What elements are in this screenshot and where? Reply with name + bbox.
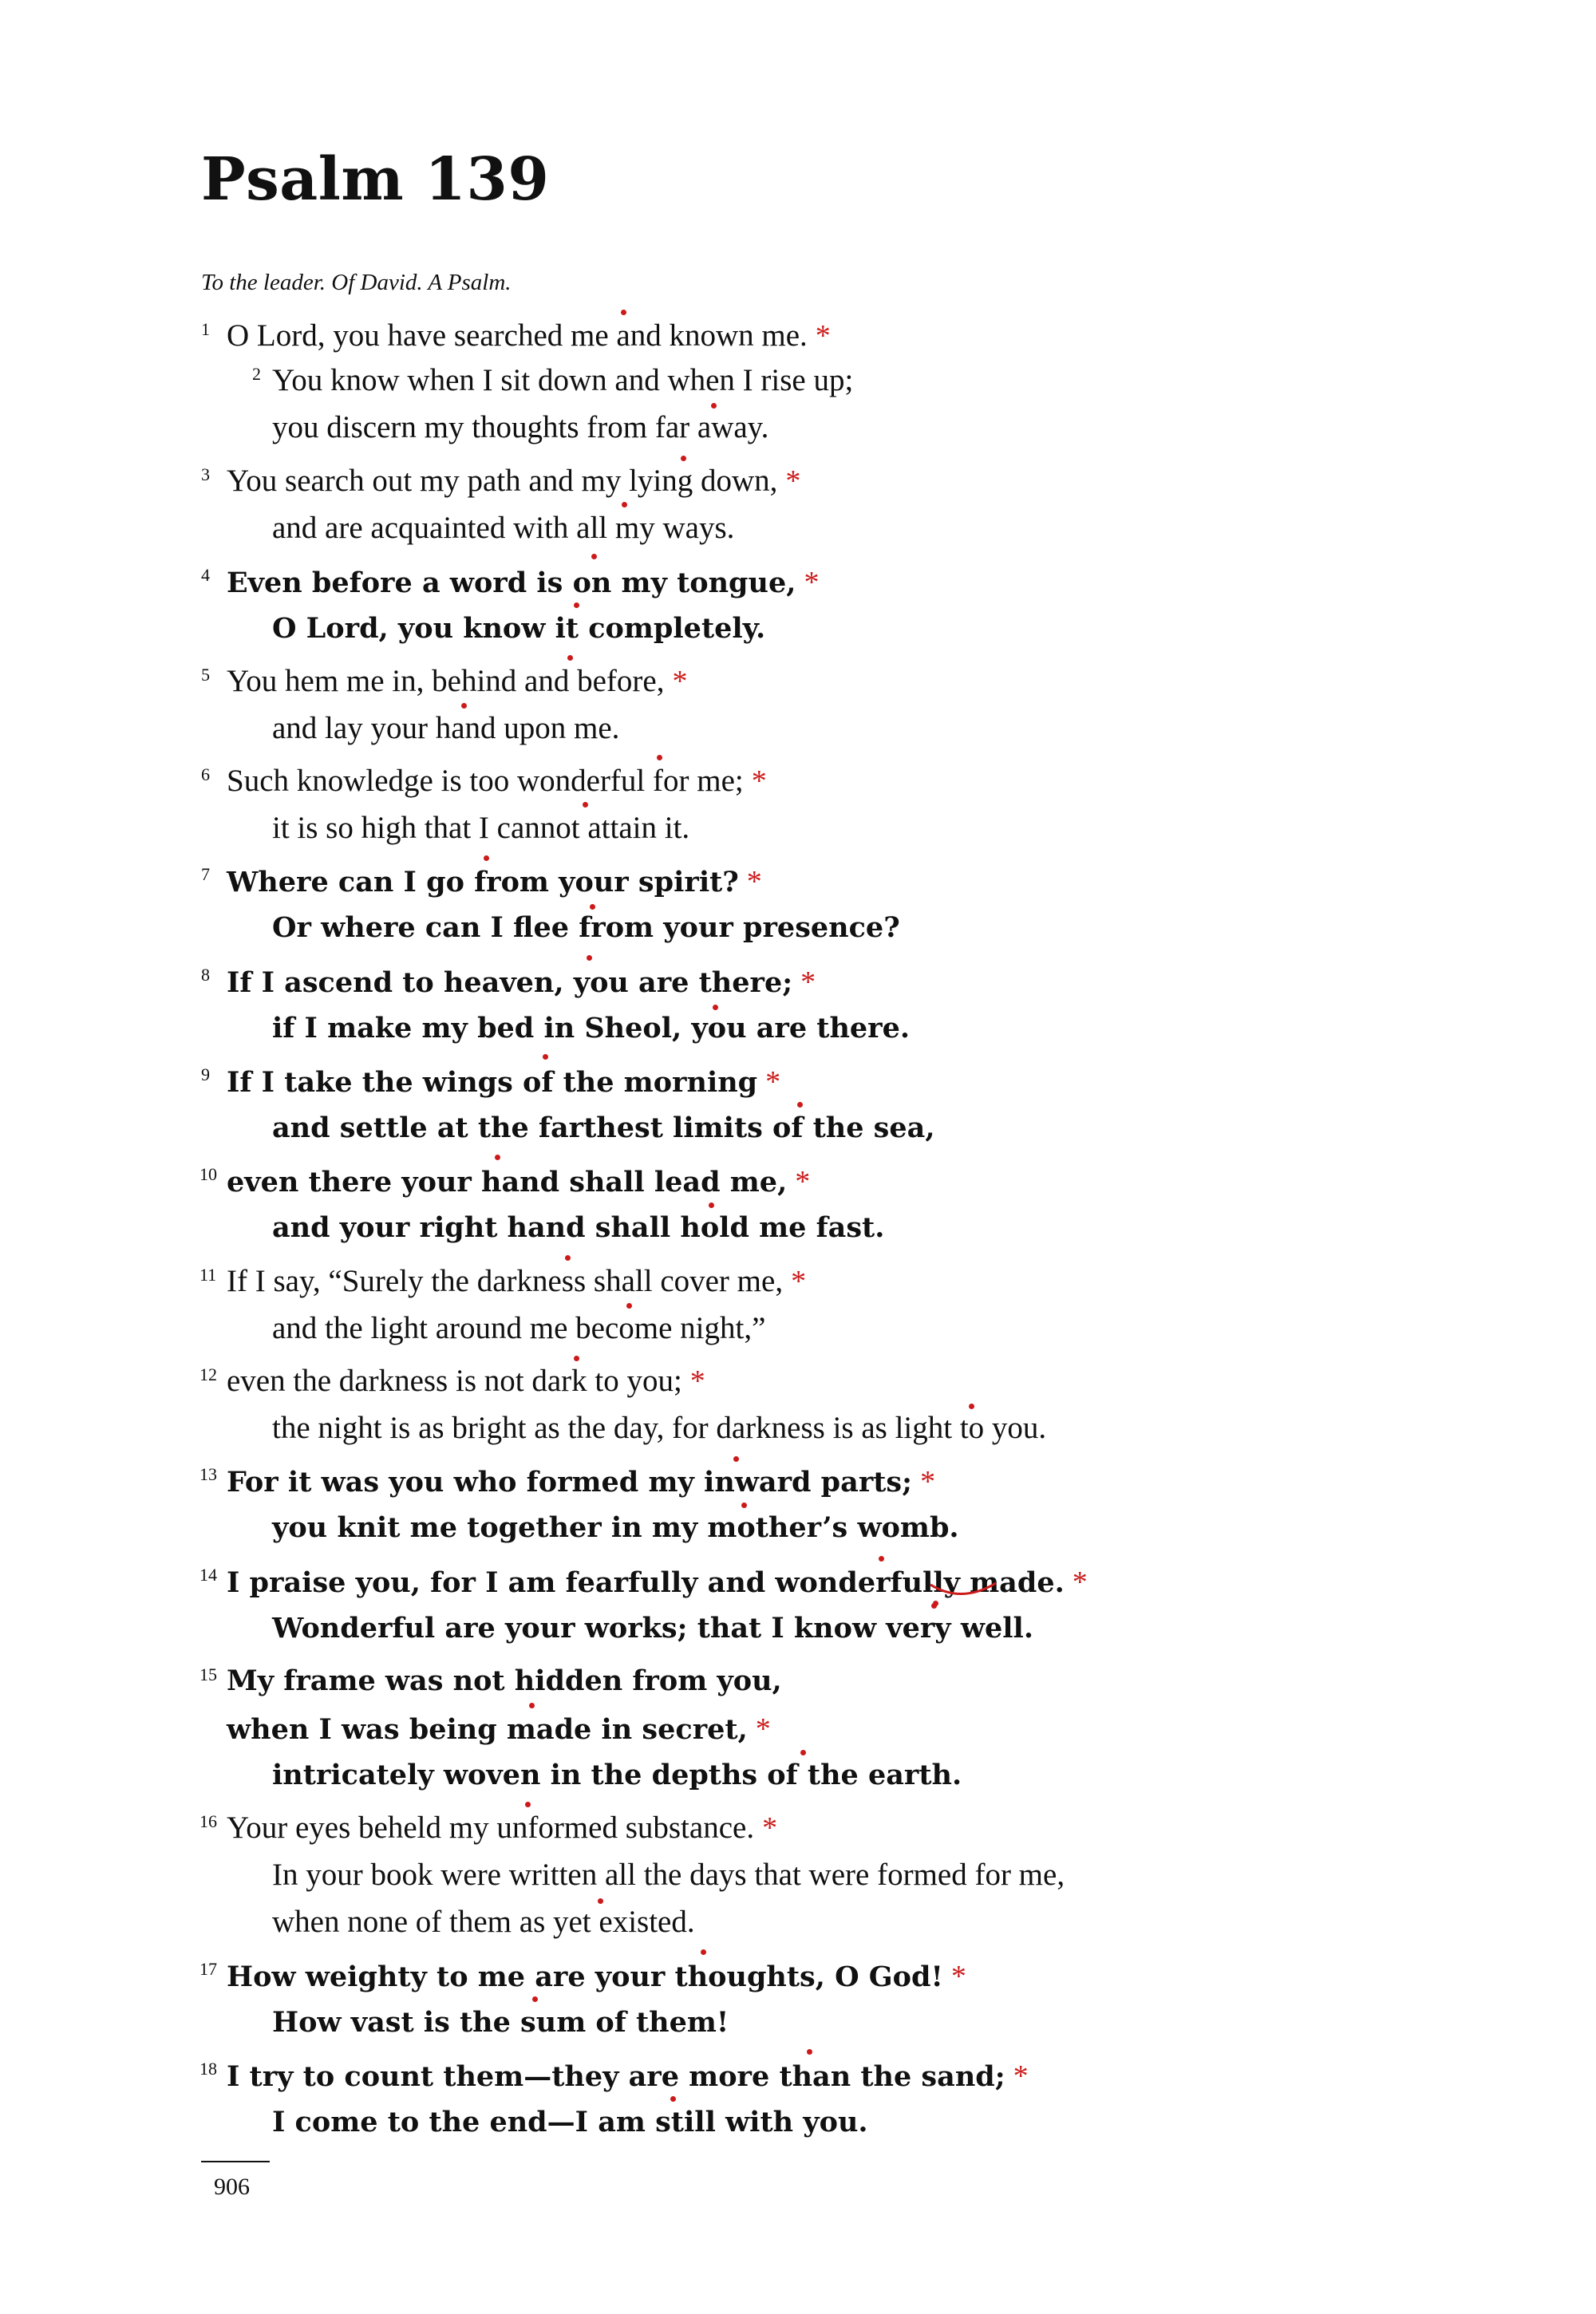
verse-number: 18 xyxy=(200,2059,217,2079)
psalm-line-text: In your book were written all the days that were formed for me, xyxy=(272,1858,1065,1892)
psalm-line xyxy=(227,1365,705,1396)
psalm-line xyxy=(227,1467,935,1497)
verse-number: 1 xyxy=(201,319,210,339)
psalm-line xyxy=(227,867,762,897)
psalm-line-text: Even before a word is on my tongue, xyxy=(227,567,796,599)
pointing-dot xyxy=(529,1703,535,1708)
pointing-dot xyxy=(565,1255,571,1261)
psalm-line-text: My frame was not hidden from you, xyxy=(227,1664,782,1697)
psalm-line xyxy=(227,1714,771,1744)
mediation-asterisk: * xyxy=(765,1065,781,1099)
psalm-line-text: Or where can I flee from your presence? xyxy=(272,911,900,944)
psalm-line xyxy=(272,2108,868,2136)
pointing-dot xyxy=(567,655,573,661)
verse-number: 5 xyxy=(201,665,210,685)
psalm-line-text: I come to the end—I am still with you. xyxy=(272,2106,868,2138)
verse-number: 8 xyxy=(201,965,210,985)
pointing-dot xyxy=(713,1005,718,1010)
mediation-asterisk: * xyxy=(1013,2059,1029,2093)
verse-number: 6 xyxy=(201,764,210,784)
psalm-line-text: You hem me in, behind and before, xyxy=(227,664,665,698)
mediation-asterisk: * xyxy=(751,764,767,798)
psalm-line-text: O Lord, you have searched me and known me. xyxy=(227,318,808,353)
pointing-dot xyxy=(525,1802,531,1807)
psalm-line xyxy=(272,1014,910,1042)
psalm-line xyxy=(272,1313,765,1344)
psalm-line xyxy=(227,1961,966,1992)
mediation-asterisk: * xyxy=(1072,1566,1088,1599)
psalm-line-text: you discern my thoughts from far away. xyxy=(272,410,769,444)
psalm-line xyxy=(272,1211,885,1244)
psalm-line xyxy=(272,713,619,744)
pointing-dot xyxy=(797,1102,803,1108)
mediation-asterisk: * xyxy=(800,965,816,999)
psalm-line xyxy=(227,665,687,697)
psalm-line-text: O Lord, you know it completely. xyxy=(272,612,766,645)
pointing-dot xyxy=(574,1356,579,1361)
psalm-line xyxy=(227,2061,1029,2091)
psalm-superscription: To the leader. Of David. A Psalm. xyxy=(201,270,512,295)
psalm-line xyxy=(227,1067,780,1097)
psalm-line xyxy=(272,1906,695,1937)
pointing-dot xyxy=(701,1949,706,1955)
psalm-line-text: even the darkness is not dark to you; xyxy=(227,1364,682,1398)
mediation-asterisk: * xyxy=(785,464,801,498)
psalm-line xyxy=(272,911,900,944)
psalm-line-text: How vast is the sum of them! xyxy=(272,2006,729,2039)
psalm-line xyxy=(272,512,734,543)
pointing-dot xyxy=(622,502,627,507)
pointing-dot xyxy=(711,403,717,409)
psalm-line-text: you knit me together in my mother’s womb. xyxy=(272,1511,959,1544)
psalm-line-text: the night is as bright as the day, for darkness is as light to you. xyxy=(272,1411,1047,1445)
psalm-line-text: If I say, “Surely the darkness shall cover me, xyxy=(227,1264,784,1298)
psalm-line-text: How weighty to me are your thoughts, O God! xyxy=(227,1961,943,1993)
psalm-line xyxy=(272,412,768,443)
pointing-dot xyxy=(590,904,595,910)
psalm-line-text: You know when I sit down and when I rise up; xyxy=(272,363,854,397)
psalm-line-text: and lay your hand upon me. xyxy=(272,711,620,745)
psalm-line xyxy=(227,465,800,496)
verse-number: 15 xyxy=(200,1664,217,1684)
psalm-line xyxy=(272,1412,1046,1443)
slur-mark xyxy=(926,1580,1005,1612)
psalm-line-text: and settle at the farthest limits of the sea, xyxy=(272,1112,935,1144)
pointing-dot xyxy=(591,554,597,559)
pointing-dot xyxy=(879,1556,884,1562)
mediation-asterisk: * xyxy=(804,566,820,599)
psalm-line-text: I try to count them—they are more than the sand; xyxy=(227,2060,1005,2093)
psalm-line-text: when I was being made in secret, xyxy=(227,1713,748,1746)
mediation-asterisk: * xyxy=(746,865,762,898)
verse-number: 3 xyxy=(201,464,210,484)
psalm-line xyxy=(272,1761,962,1789)
psalm-line xyxy=(272,1114,935,1142)
psalm-line-text: and the light around me become night,” xyxy=(272,1311,766,1345)
verse-number: 11 xyxy=(200,1265,217,1285)
pointing-dot xyxy=(621,310,626,315)
mediation-asterisk: * xyxy=(672,665,688,698)
psalm-line-text: even there your hand shall lead me, xyxy=(227,1166,788,1198)
pointing-dot xyxy=(574,602,579,608)
psalm-line-text: If I take the wings of the morning xyxy=(227,1066,758,1099)
verse-number: 7 xyxy=(201,864,210,884)
pointing-dot xyxy=(484,855,489,861)
psalm-line-text: if I make my bed in Sheol, you are there. xyxy=(272,1012,911,1044)
psalm-line-text: Your eyes beheld my unformed substance. xyxy=(227,1811,755,1845)
pointing-dot xyxy=(543,1054,548,1060)
mediation-asterisk: * xyxy=(815,319,831,353)
psalm-line-text: You search out my path and my lying down, xyxy=(227,464,778,498)
psalm-line xyxy=(227,967,816,997)
psalm-line xyxy=(272,365,853,396)
pointing-dot xyxy=(626,1303,632,1309)
mediation-asterisk: * xyxy=(920,1465,936,1499)
pointing-dot xyxy=(587,955,592,961)
pointing-dot xyxy=(583,802,588,808)
pointing-dot xyxy=(741,1503,747,1508)
verse-number: 2 xyxy=(252,364,261,384)
psalm-line xyxy=(272,812,689,843)
verse-number: 10 xyxy=(200,1164,217,1184)
psalm-line-text: Such knowledge is too wonderful for me; xyxy=(227,764,744,798)
psalm-line-text: and are acquainted with all my ways. xyxy=(272,511,735,545)
psalm-line-text: I praise you, for I am fearfully and wonderfully made. xyxy=(227,1566,1065,1599)
mediation-asterisk: * xyxy=(791,1265,807,1298)
psalm-line xyxy=(272,1511,959,1544)
psalm-line-text: and your right hand shall hold me fast. xyxy=(272,1211,885,1244)
psalm-line xyxy=(272,1612,1034,1645)
pointing-dot xyxy=(709,1202,714,1208)
psalm-line xyxy=(227,1266,806,1297)
psalm-line xyxy=(227,567,819,598)
pointing-dot xyxy=(461,703,467,709)
verse-number: 16 xyxy=(200,1811,217,1831)
psalm-line xyxy=(227,1664,782,1697)
page-title: Psalm 139 xyxy=(201,145,550,214)
psalm-line-text: For it was you who formed my inward parts; xyxy=(227,1466,913,1499)
mediation-asterisk: * xyxy=(689,1364,705,1398)
psalm-line xyxy=(272,1859,1065,1890)
psalm-line-text: intricately woven in the depths of the earth. xyxy=(272,1759,962,1791)
psalm-line-text: it is so high that I cannot attain it. xyxy=(272,811,690,845)
mediation-asterisk: * xyxy=(755,1712,771,1746)
pointing-dot xyxy=(969,1404,974,1409)
pointing-dot xyxy=(598,1898,603,1904)
psalm-line xyxy=(227,320,831,351)
verse-number: 14 xyxy=(200,1565,217,1585)
pointing-dot xyxy=(657,755,662,760)
footer-rule xyxy=(201,2161,270,2162)
psalm-line xyxy=(227,765,767,796)
pointing-dot xyxy=(670,2096,676,2102)
verse-number: 4 xyxy=(201,565,210,585)
psalm-line-text: Where can I go from your spirit? xyxy=(227,866,739,898)
psalm-line xyxy=(227,1167,810,1197)
verse-number: 17 xyxy=(200,1959,217,1979)
mediation-asterisk: * xyxy=(950,1960,966,1993)
pointing-dot xyxy=(933,1601,938,1606)
mediation-asterisk: * xyxy=(795,1165,811,1198)
verse-number: 13 xyxy=(200,1464,217,1484)
pointing-dot xyxy=(532,1996,538,2002)
page-number: 906 xyxy=(214,2174,250,2200)
psalm-line xyxy=(272,2006,729,2039)
pointing-dot xyxy=(681,456,686,461)
verse-number: 12 xyxy=(200,1364,217,1384)
pointing-dot xyxy=(733,1456,739,1462)
psalm-line xyxy=(227,1812,777,1843)
psalm-line-text: If I ascend to heaven, you are there; xyxy=(227,966,793,999)
psalm-line-text: Wonderful are your works; that I know very well. xyxy=(272,1612,1034,1645)
pointing-dot xyxy=(495,1155,500,1160)
psalm-line-text: when none of them as yet existed. xyxy=(272,1905,695,1939)
mediation-asterisk: * xyxy=(762,1811,778,1845)
pointing-dot xyxy=(800,1750,806,1755)
verse-number: 9 xyxy=(201,1064,210,1084)
psalm-line xyxy=(272,612,766,645)
pointing-dot xyxy=(807,2049,812,2055)
